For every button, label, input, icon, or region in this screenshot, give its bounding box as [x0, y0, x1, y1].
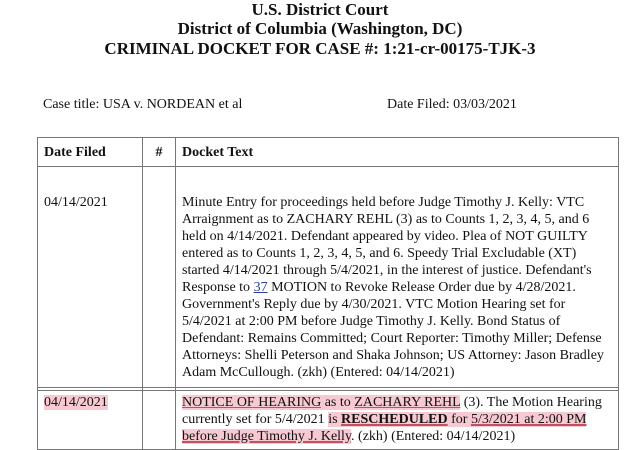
defendant-name-highlight: ZACHARY REHL [354, 395, 461, 410]
docket-table [37, 137, 619, 450]
header-number: # [143, 138, 176, 167]
header-date-filed: Date Filed [38, 138, 143, 167]
rescheduled-label: RESCHEDULED [341, 412, 448, 427]
docket-text-part: MOTION to Revoke Release Order due by 4/28/2021. Government's Reply due by 4/30/2021. VTC Motion Hearing set for 5/4/2021 at 2:00 PM before Judge Timothy J. Kelly. Bond Status of Defendant: Remains Committed; Court Reporter: Timothy Miller; Defense Attorneys: Shelli Peterson and Shaka Johnson; US Attorney: Jason Bradley Adam McCullough. (zkh) (Entered: 04/14/2021) [182, 280, 604, 380]
table-row [38, 167, 619, 388]
docket-text-part: as to [321, 395, 355, 410]
court-name: U.S. District Court [251, 0, 389, 19]
row-docket-text [176, 167, 619, 388]
case-title: Case title: USA v. NORDEAN et al [43, 97, 243, 112]
row-date [38, 391, 143, 450]
row-number [143, 391, 176, 450]
new-hearing-time-highlight: 5/3/2021 at 2:00 PM before Judge Timothy J. Kelly [182, 412, 587, 444]
docket-text-part: . (zkh) (Entered: 04/14/2021) [351, 429, 516, 444]
docket-text-part: is [328, 412, 342, 427]
district-name: District of Columbia (Washington, DC) [177, 19, 463, 38]
docket-text-part: (3). The Motion Hearing currently set for 5/4/2021 [182, 395, 602, 427]
notice-of-hearing-highlight: NOTICE OF HEARING [182, 395, 322, 410]
docket-title: CRIMINAL DOCKET FOR CASE #: 1:21-cr-00175-TJK-3 [104, 39, 536, 58]
table-header-row [38, 138, 619, 167]
docket-entry-link[interactable]: 37 [253, 280, 268, 295]
case-date-filed: Date Filed: 03/03/2021 [387, 97, 517, 112]
docket-text-part: for [447, 412, 471, 427]
row-docket-text [176, 391, 619, 450]
row-number [143, 167, 176, 388]
highlighted-date: 04/14/2021 [44, 395, 108, 410]
header-docket-text: Docket Text [176, 138, 619, 167]
docket-text-part: Minute Entry for proceedings held before Judge Timothy J. Kelly: VTC Arraignment as to ZACHARY REHL (3) as to Counts 1, 2, 3, 4, 5, and 6 held on 4/14/2021. Defendant appeared by video. Plea of NOT GUILTY entered as to Counts 1, 2, 3, 4, 5, and 6. Speedy Trial Excludable (XT) started 4/14/2021 through 5/4/2021, in the interest of justice. Defendant's Response to [182, 195, 592, 295]
row-date: 04/14/2021 [38, 167, 143, 388]
table-row [38, 391, 619, 450]
